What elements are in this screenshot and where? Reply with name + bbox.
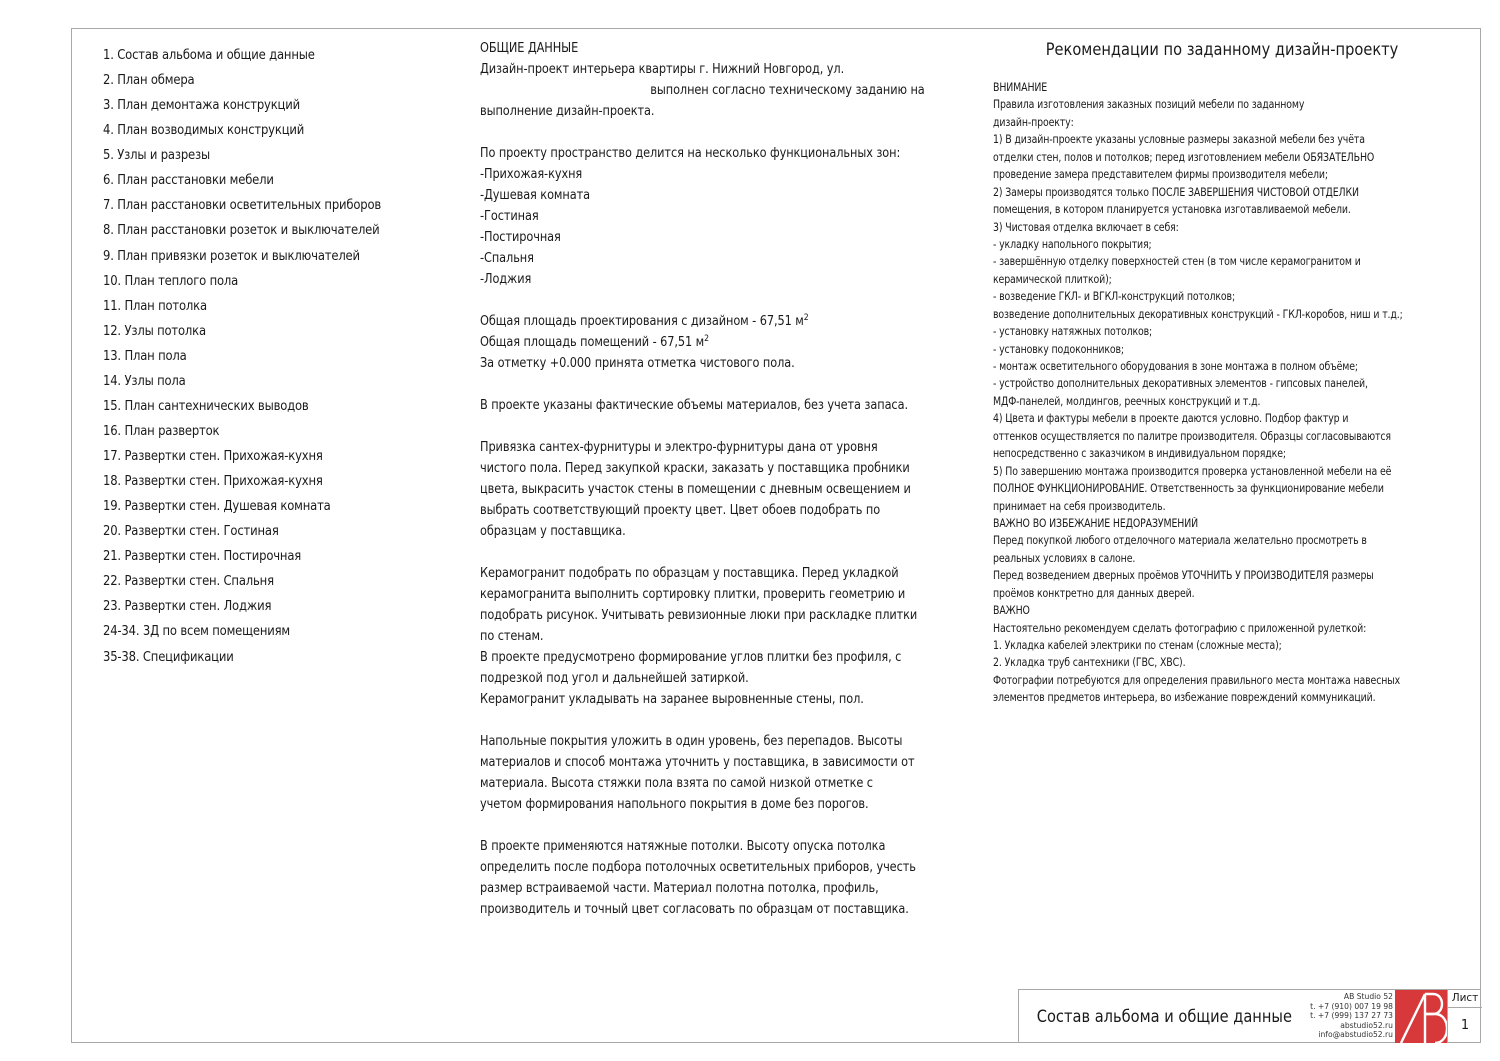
album-contents-item: 9. План привязки розеток и выключателей [103,248,360,264]
recommendation-line: проёмов конктретно для данных дверей. [993,586,1195,600]
zone-item: -Гостиная [480,209,539,224]
recommendation-line: - установку натяжных потолков; [993,325,1153,339]
recommendation-line: элементов предметов интерьера, во избежание повреждений коммуникаций. [993,691,1376,705]
recommendation-line: - завершённую отделку поверхностей стен (в том числе керамогранитом и [993,255,1361,269]
ceiling-paragraph-line: размер встраиваемой части. Материал полотна потолка, профиль, [480,881,879,896]
recommendations-title [1000,38,1445,62]
album-contents-item: 5. Узлы и разрезы [103,148,211,164]
recommendation-line: ВАЖНО [993,604,1030,618]
album-contents-item: 10. План теплого пола [103,273,239,289]
album-contents-item: 22. Развертки стен. Спальня [103,574,274,590]
album-contents-item: 13. План пола [103,348,187,364]
zones-intro: По проекту пространство делится на несколько функциональных зон: [480,146,901,161]
sheet-label: Лист [1448,990,1482,1008]
album-contents-item: 1. Состав альбома и общие данные [103,48,315,63]
floor-paragraph-line: материалов и способ монтажа уточнить у поставщика, в зависимости от [480,755,915,770]
design-area-line [480,311,901,332]
sheet-number-cell [1447,990,1482,1043]
studio-name: AB Studio 52 [1343,992,1393,1001]
general-data-heading: ОБЩИЕ ДАННЫЕ [480,41,579,56]
recommendation-line: Перед покупкой любого отделочного материала желательно просмотреть в [993,534,1367,548]
project-intro-line: Дизайн-проект интерьера квартиры г. Нижний Новгород, ул. [480,62,845,77]
recommendation-line: Правила изготовления заказных позиций мебели по заданному [993,98,1305,112]
project-intro-line: выполнение дизайн-проекта. [480,104,655,119]
album-contents-item: 4. План возводимых конструкций [103,123,305,139]
tile-paragraph-line: подрезкой под угол и дальнейшей затиркой. [480,671,749,686]
album-contents-item: 23. Развертки стен. Лоджия [103,599,272,615]
recommendation-line: оттенков осуществляется по палитре производителя. Образцы согласовываются [993,429,1391,443]
ceiling-paragraph-line: производитель и точный цвет согласовать по образцам от поставщика. [480,902,909,917]
rooms-area-line [480,332,901,353]
recommendation-line: ПОЛНОЕ ФУНКЦИОНИРОВАНИЕ. Ответственность за функционирование мебели [993,482,1384,496]
recommendation-line: 2. Укладка труб сантехники (ГВС, ХВС). [993,656,1186,670]
plumbing-paragraph-line: цвета, выкрасить участок стены в помещении с дневным освещением и [480,482,911,497]
recommendation-line: 2) Замеры производятся только ПОСЛЕ ЗАВЕРШЕНИЯ ЧИСТОВОЙ ОТДЕЛКИ [993,185,1359,199]
project-intro-line: выполнен согласно техническому заданию на [650,83,925,98]
album-contents-item: 11. План потолка [103,298,207,314]
recommendation-line: керамической плиткой); [993,272,1112,286]
album-contents-item: 18. Развертки стен. Прихожая-кухня [103,474,323,490]
tile-paragraph-line: Керамогранит подобрать по образцам у поставщика. Перед укладкой [480,566,899,581]
zone-item: -Постирочная [480,230,561,245]
recommendation-line: - укладку напольного покрытия; [993,237,1152,251]
zone-item: -Прихожая-кухня [480,167,583,182]
tile-paragraph-line: В проекте предусмотрено формирование углов плитки без профиля, с [480,650,902,665]
area-unit-superscript: 2 [704,334,710,344]
rooms-area-text: Общая площадь помещений - 67,51 м [480,335,705,350]
plumbing-paragraph-line: чистого пола. Перед закупкой краски, заказать у поставщика пробники [480,461,910,476]
studio-email: info@abstudio52.ru [1318,1030,1393,1040]
recommendation-line: 1) В дизайн-проекте указаны условные размеры заказной мебели без учёта [993,133,1365,147]
sheet-number: 1 [1460,1018,1470,1033]
album-contents-item: 8. План расстановки розеток и выключателей [103,223,380,239]
materials-note: В проекте указаны фактические объемы материалов, без учета запаса. [480,398,908,413]
plumbing-paragraph-line: Привязка сантех-фурнитуры и электро-фурнитуры дана от уровня [480,440,878,455]
ceiling-paragraph-line: определить после подбора потолочных осветительных приборов, учесть [480,860,916,875]
album-contents-item: 17. Развертки стен. Прихожая-кухня [103,449,323,464]
album-contents-item: 3. План демонтажа конструкций [103,98,300,114]
recommendation-line: Перед возведением дверных проёмов УТОЧНИТЬ У ПРОИЗВОДИТЕЛЯ размеры [993,569,1374,583]
zone-item: -Лоджия [480,272,532,287]
album-contents-item: 12. Узлы потолка [103,323,206,339]
recommendation-line: принимает на себя производитель. [993,499,1166,513]
tile-paragraph-line: подобрать рисунок. Учитывать ревизионные люки при раскладке плитки [480,608,918,623]
plumbing-paragraph-line: выбрать соответствующий проекту цвет. Цвет обоев подобрать по [480,503,881,518]
sheet-title [1019,990,1309,1043]
album-contents-item: 20. Развертки стен. Гостиная [103,524,279,540]
recommendation-line: МДФ-панелей, молдингов, реечных конструкций и т.д. [993,394,1261,408]
recommendation-line: - устройство дополнительных декоративных элементов - гипсовых панелей, [993,377,1368,391]
plumbing-paragraph-line: образцам у поставщика. [480,524,626,539]
ab-studio-logo-icon [1395,990,1447,1043]
recommendation-line: - монтаж осветительного оборудования в зоне монтажа в полном объёме; [993,360,1358,373]
floor-paragraph-line: материала. Высота стяжки пола взята по самой низкой отметке с [480,776,873,791]
recommendation-line: проведение замера представителем фирмы производителя мебели; [993,168,1328,182]
album-contents-item: 2. План обмера [103,73,195,89]
album-contents-item: 19. Развертки стен. Душевая комната [103,499,331,515]
zone-item: -Спальня [480,251,534,266]
general-data-section [480,38,970,920]
album-contents-item: 15. План сантехнических выводов [103,398,309,414]
area-unit-superscript: 2 [803,313,809,323]
recommendation-line: ВНИМАНИЕ [993,81,1048,94]
elevation-note: За отметку +0.000 принята отметка чистового пола. [480,356,795,371]
sheet-title-text: Состав альбома и общие данные [1036,1006,1292,1027]
tile-paragraph-line: Керамогранит укладывать на заранее выровненные стены, пол. [480,692,864,707]
recommendation-line: 4) Цвета и фактуры мебели в проекте даются условно. Подбор фактур и [993,412,1349,426]
floor-paragraph-line: Напольные покрытия уложить в один уровень, без перепадов. Высоты [480,734,903,749]
studio-phone: t. +7 (999) 137 27 73 [1310,1011,1393,1021]
recommendation-line: - возведение ГКЛ- и ВГКЛ-конструкций потолков; [993,290,1236,304]
recommendation-line: - установку подоконников; [993,342,1124,356]
recommendation-line: дизайн-проекту: [993,115,1074,129]
recommendation-line: 1. Укладка кабелей электрики по стенам (сложные места); [993,639,1282,652]
recommendations-section [993,79,1463,707]
tile-paragraph-line: по стенам. [480,629,544,644]
album-contents-item: 35-38. Спецификации [103,649,234,665]
recommendation-line: Настоятельно рекомендуем сделать фотографию с приложенной рулеткой: [993,621,1367,635]
album-contents-item: 16. План разверток [103,423,220,439]
recommendation-line: 3) Чистовая отделка включает в себя: [993,220,1179,234]
design-area-text: Общая площадь проектирования с дизайном - 67,51 м [480,314,804,329]
recommendations-title-text: Рекомендации по заданному дизайн-проекту [1046,40,1399,60]
zone-item: -Душевая комната [480,188,590,203]
floor-paragraph-line: учетом формирования напольного покрытия в доме без порогов. [480,797,869,812]
recommendation-line: непосредственно с заказчиком в индивидуальном порядке; [993,447,1286,461]
studio-contacts [1309,992,1393,1040]
ceiling-paragraph-line: В проекте применяются натяжные потолки. Высоту опуска потолка [480,839,886,854]
album-contents-item: 14. Узлы пола [103,373,186,389]
recommendation-line: 5) По завершению монтажа производится проверка установленной мебели на её [993,464,1392,478]
studio-phone: t. +7 (910) 007 19 98 [1310,1001,1393,1011]
studio-website: abstudio52.ru [1340,1020,1393,1030]
album-contents-item: 21. Развертки стен. Постирочная [103,549,302,565]
album-contents-list [103,43,443,670]
recommendation-line: Фотографии потребуются для определения правильного места монтажа навесных [993,673,1401,687]
recommendation-line: реальных условиях в салоне. [993,551,1136,565]
recommendation-line: отделки стен, полов и потолков; перед изготовлением мебели ОБЯЗАТЕЛЬНО [993,150,1375,164]
album-contents-item: 24-34. 3Д по всем помещениям [103,624,291,640]
album-contents-item: 6. План расстановки мебели [103,173,274,189]
recommendation-line: помещения, в котором планируется установка изготавливаемой мебели. [993,203,1351,217]
recommendation-line: ВАЖНО ВО ИЗБЕЖАНИЕ НЕДОРАЗУМЕНИЙ [993,516,1199,530]
recommendation-line: возведение дополнительных декоративных конструкций - ГКЛ-коробов, ниш и т.д.; [993,307,1403,321]
title-block [1018,989,1481,1043]
album-contents-item: 7. План расстановки осветительных приборов [103,198,382,214]
tile-paragraph-line: керамогранита выполнить сортировку плитки, проверить геометрию и [480,587,906,602]
